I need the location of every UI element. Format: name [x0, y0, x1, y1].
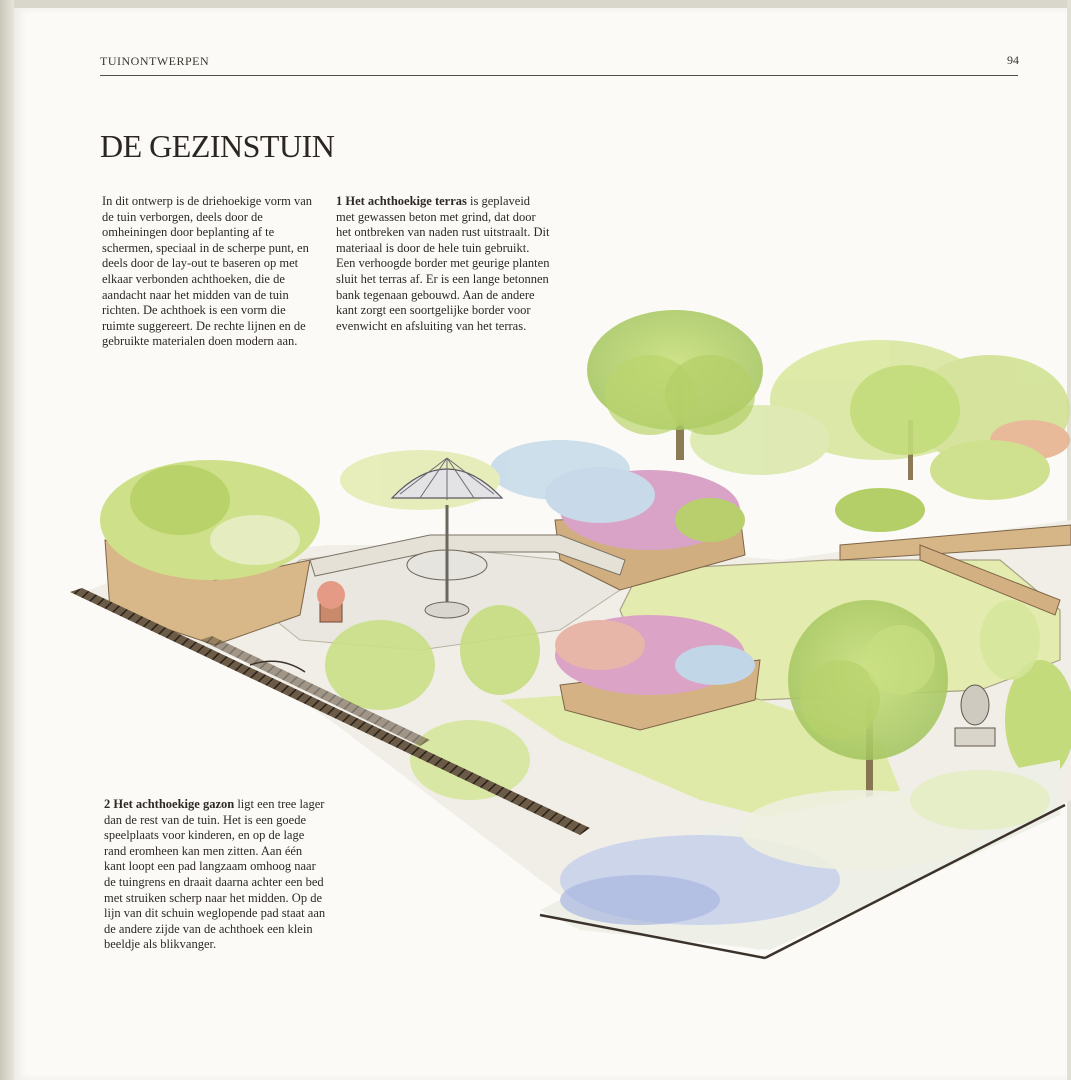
header-rule — [100, 75, 1018, 76]
page-title: DE GEZINSTUIN — [100, 128, 335, 164]
flower-pot — [317, 581, 345, 622]
terrace-paragraph — [336, 194, 550, 334]
running-head: TUINONTWERPEN — [100, 54, 210, 68]
page-number: 94 — [1007, 53, 1019, 67]
lawn-text: ligt een tree lager dan de rest van de tuin. Het is een goede speelplaats voor kinderen, en op de lage rand eromheen kan men zitten. Aan één kant loopt een pad langzaam omhoog naar de tuingrens en draait daarna achter een bed met struiken scherp naar het midden. Op de lijn van dit schuin weglopende pad staat aan de andere zijde van de achthoek een klein beeldje als blikvanger. — [104, 797, 326, 952]
terrace-heading: 1 Het achthoekige terras — [336, 194, 467, 208]
intro-paragraph: In dit ontwerp is de driehoekige vorm van de tuin verborgen, deels door de omheiningen door beplanting af te schermen, speciaal in de scherpe punt, en deels door de lay-out te baseren op met elkaar verbonden achthoeken, die de aandacht naar het midden van de tuin richten. De achthoek is een vorm die ruimte suggereert. De rechte lijnen en de gebruikte materialen doen modern aan. — [102, 194, 313, 349]
lawn-heading: 2 Het achthoekige gazon — [104, 797, 235, 811]
terrace-text: is geplaveid met gewassen beton met grind, dat door het ontbreken van naden rust uitstraalt. Dit materiaal is door de hele tuin gebruikt. Een verhoogde border met geurige planten sluit het terras af. Er is een lange betonnen bank tegenaan gebouwd. Aan de andere kant zorgt een soortgelijke border voor evenwicht en afsluiting van het terras. — [336, 194, 550, 333]
lawn-paragraph — [104, 797, 326, 953]
